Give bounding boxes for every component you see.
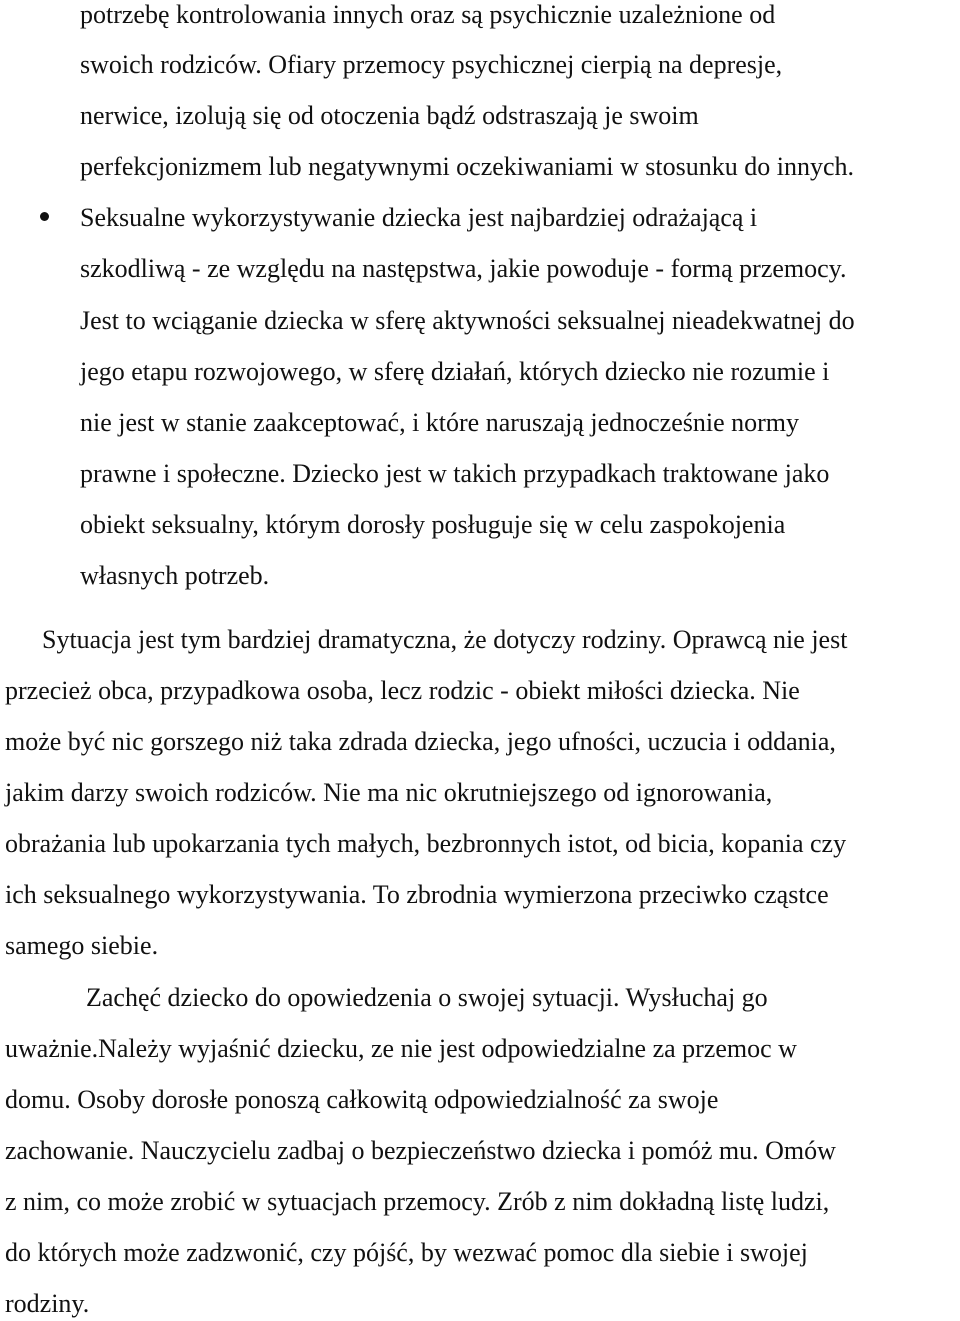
text-line: Jest to wciąganie dziecka w sferę aktywności seksualnej nieadekwatnej do <box>80 306 855 335</box>
text-line: prawne i społeczne. Dziecko jest w takich przypadkach traktowane jako <box>80 459 830 488</box>
text-line: może być nic gorszego niż taka zdrada dziecka, jego ufności, uczucia i oddania, <box>5 727 836 756</box>
text-line: ich seksualnego wykorzystywania. To zbrodnia wymierzona przeciwko cząstce <box>5 880 829 909</box>
text-line: Sytuacja jest tym bardziej dramatyczna, że dotyczy rodziny. Oprawcą nie jest <box>42 625 848 654</box>
text-line: swoich rodziców. Ofiary przemocy psychicznej cierpią na depresje, <box>80 50 783 79</box>
text-line: nie jest w stanie zaakceptować, i które naruszają jednocześnie normy <box>80 408 800 437</box>
text-line: uważnie.Należy wyjaśnić dziecku, ze nie jest odpowiedzialne za przemoc w <box>5 1034 797 1063</box>
text-line: zachowanie. Nauczycielu zadbaj o bezpieczeństwo dziecka i pomóż mu. Omów <box>5 1136 836 1165</box>
text-line: Zachęć dziecko do opowiedzenia o swojej sytuacji. Wysłuchaj go <box>86 983 768 1012</box>
text-line: szkodliwą - ze względu na następstwa, jakie powoduje - formą przemocy. <box>80 254 847 283</box>
text-line: obiekt seksualny, którym dorosły posługuje się w celu zaspokojenia <box>80 510 786 539</box>
text-line: obrażania lub upokarzania tych małych, bezbronnych istot, od bicia, kopania czy <box>5 829 847 858</box>
text-line: z nim, co może zrobić w sytuacjach przemocy. Zrób z nim dokładną listę ludzi, <box>5 1187 830 1216</box>
bullet-icon <box>40 212 49 221</box>
text-line: własnych potrzeb. <box>80 561 270 590</box>
text-line: do których może zadzwonić, czy pójść, by wezwać pomoc dla siebie i swojej <box>5 1238 808 1267</box>
text-line: nerwice, izolują się od otoczenia bądź odstraszają je swoim <box>80 101 699 130</box>
text-line: samego siebie. <box>5 931 159 960</box>
text-line: rodziny. <box>5 1289 90 1318</box>
text-line: jakim darzy swoich rodziców. Nie ma nic okrutniejszego od ignorowania, <box>5 778 773 807</box>
text-line: przecież obca, przypadkowa osoba, lecz rodzic - obiekt miłości dziecka. Nie <box>5 676 800 705</box>
text-line: Seksualne wykorzystywanie dziecka jest najbardziej odrażającą i <box>80 203 758 232</box>
text-line: perfekcjonizmem lub negatywnymi oczekiwaniami w stosunku do innych. <box>80 152 855 181</box>
text-line: jego etapu rozwojowego, w sferę działań, których dziecko nie rozumie i <box>80 357 830 386</box>
text-line: domu. Osoby dorosłe ponoszą całkowitą odpowiedzialność za swoje <box>5 1085 719 1114</box>
text-line: potrzebę kontrolowania innych oraz są psychicznie uzależnione od <box>80 0 776 29</box>
